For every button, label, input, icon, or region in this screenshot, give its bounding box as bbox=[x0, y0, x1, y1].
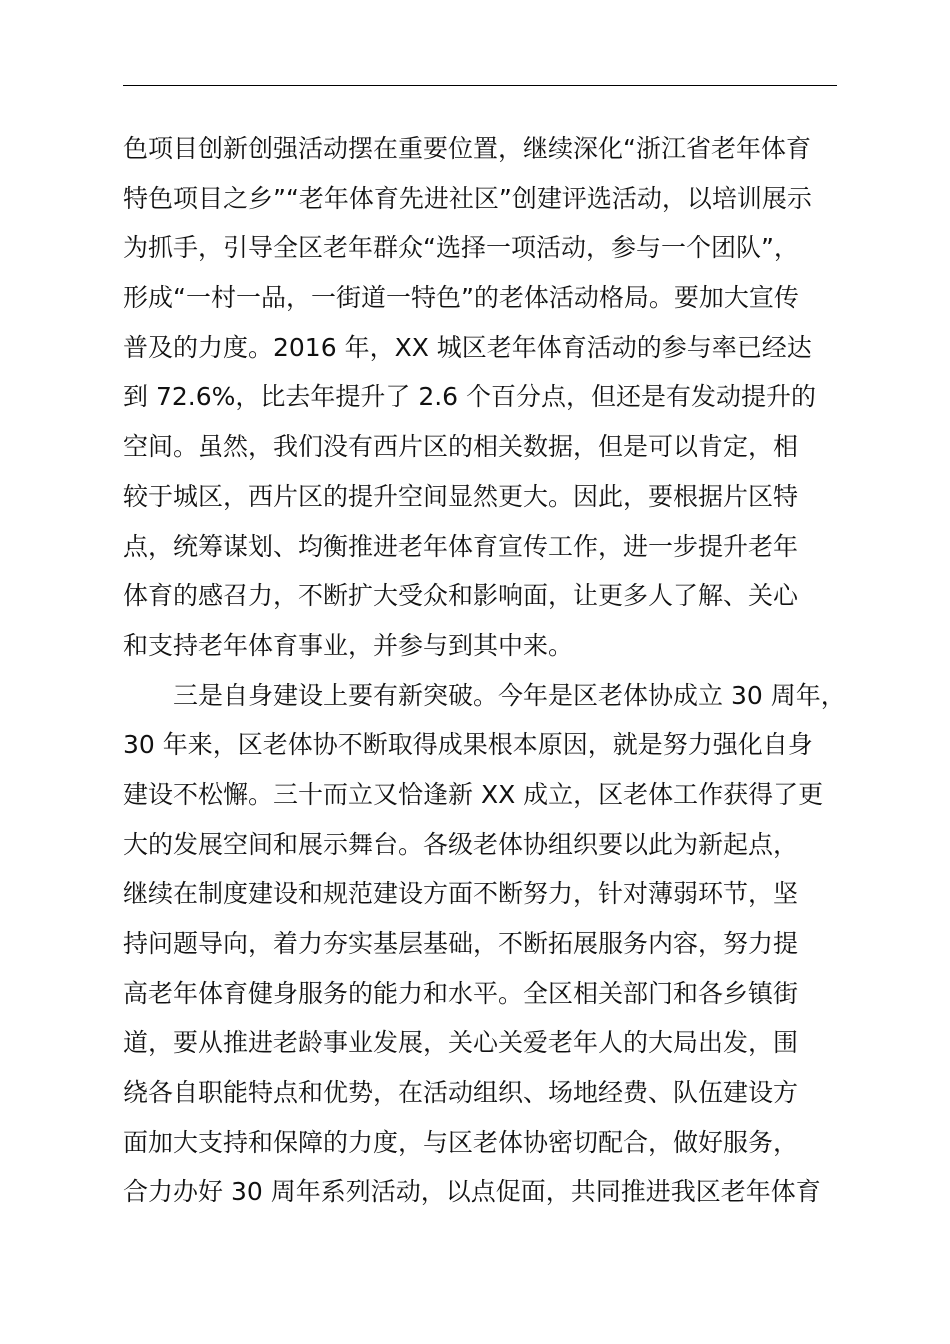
text-line: 面加大支持和保障的力度，与区老体协密切配合，做好服务， bbox=[123, 1127, 799, 1157]
text-line: 空间。虽然，我们没有西片区的相关数据，但是可以肯定，相 bbox=[123, 432, 799, 462]
paragraph-1 bbox=[123, 124, 843, 671]
text-line: 大的发展空间和展示舞台。各级老体协组织要以此为新起点， bbox=[123, 829, 799, 859]
text-line: 继续在制度建设和规范建设方面不断努力，针对薄弱环节，坚 bbox=[123, 879, 799, 909]
header-rule bbox=[123, 85, 837, 86]
text-line: 和支持老年体育事业，并参与到其中来。 bbox=[123, 630, 574, 660]
text-line: 绕各自职能特点和优势，在活动组织、场地经费、队伍建设方 bbox=[123, 1078, 799, 1108]
text-line: 特色项目之乡”“老年体育先进社区”创建评选活动，以培训展示 bbox=[123, 183, 812, 213]
text-line: 体育的感召力，不断扩大受众和影响面，让更多人了解、关心 bbox=[123, 581, 799, 611]
text-line: 建设不松懈。三十而立又恰逢新 XX 成立，区老体工作获得了更 bbox=[123, 779, 824, 809]
text-line: 三是自身建设上要有新突破。今年是区老体协成立 30 周年， bbox=[173, 680, 846, 710]
text-line: 点，统筹谋划、均衡推进老年体育宣传工作，进一步提升老年 bbox=[123, 531, 799, 561]
text-line: 普及的力度。2016 年，XX 城区老年体育活动的参与率已经达 bbox=[123, 332, 812, 362]
text-line: 道，要从推进老龄事业发展，关心关爱老年人的大局出发，围 bbox=[123, 1028, 799, 1058]
document-body bbox=[123, 124, 846, 1217]
text-line: 持问题导向，着力夯实基层基础，不断拓展服务内容，努力提 bbox=[123, 929, 799, 958]
paragraph-2 bbox=[123, 671, 846, 1218]
text-line: 为抓手，引导全区老年群众“选择一项活动，参与一个团队”， bbox=[123, 233, 799, 263]
text-line: 高老年体育健身服务的能力和水平。全区相关部门和各乡镇街 bbox=[123, 978, 799, 1008]
text-line: 较于城区，西片区的提升空间显然更大。因此，要根据片区特 bbox=[123, 481, 799, 511]
text-line: 合力办好 30 周年系列活动，以点促面，共同推进我区老年体育 bbox=[123, 1177, 821, 1207]
text-line: 形成“一村一品，一街道一特色”的老体活动格局。要加大宣传 bbox=[123, 283, 799, 313]
text-line: 色项目创新创强活动摆在重要位置，继续深化“浙江省老年体育 bbox=[123, 134, 811, 163]
text-line: 到 72.6%，比去年提升了 2.6 个百分点，但还是有发动提升的 bbox=[123, 382, 817, 412]
text-line: 30 年来，区老体协不断取得成果根本原因，就是努力强化自身 bbox=[123, 730, 813, 760]
